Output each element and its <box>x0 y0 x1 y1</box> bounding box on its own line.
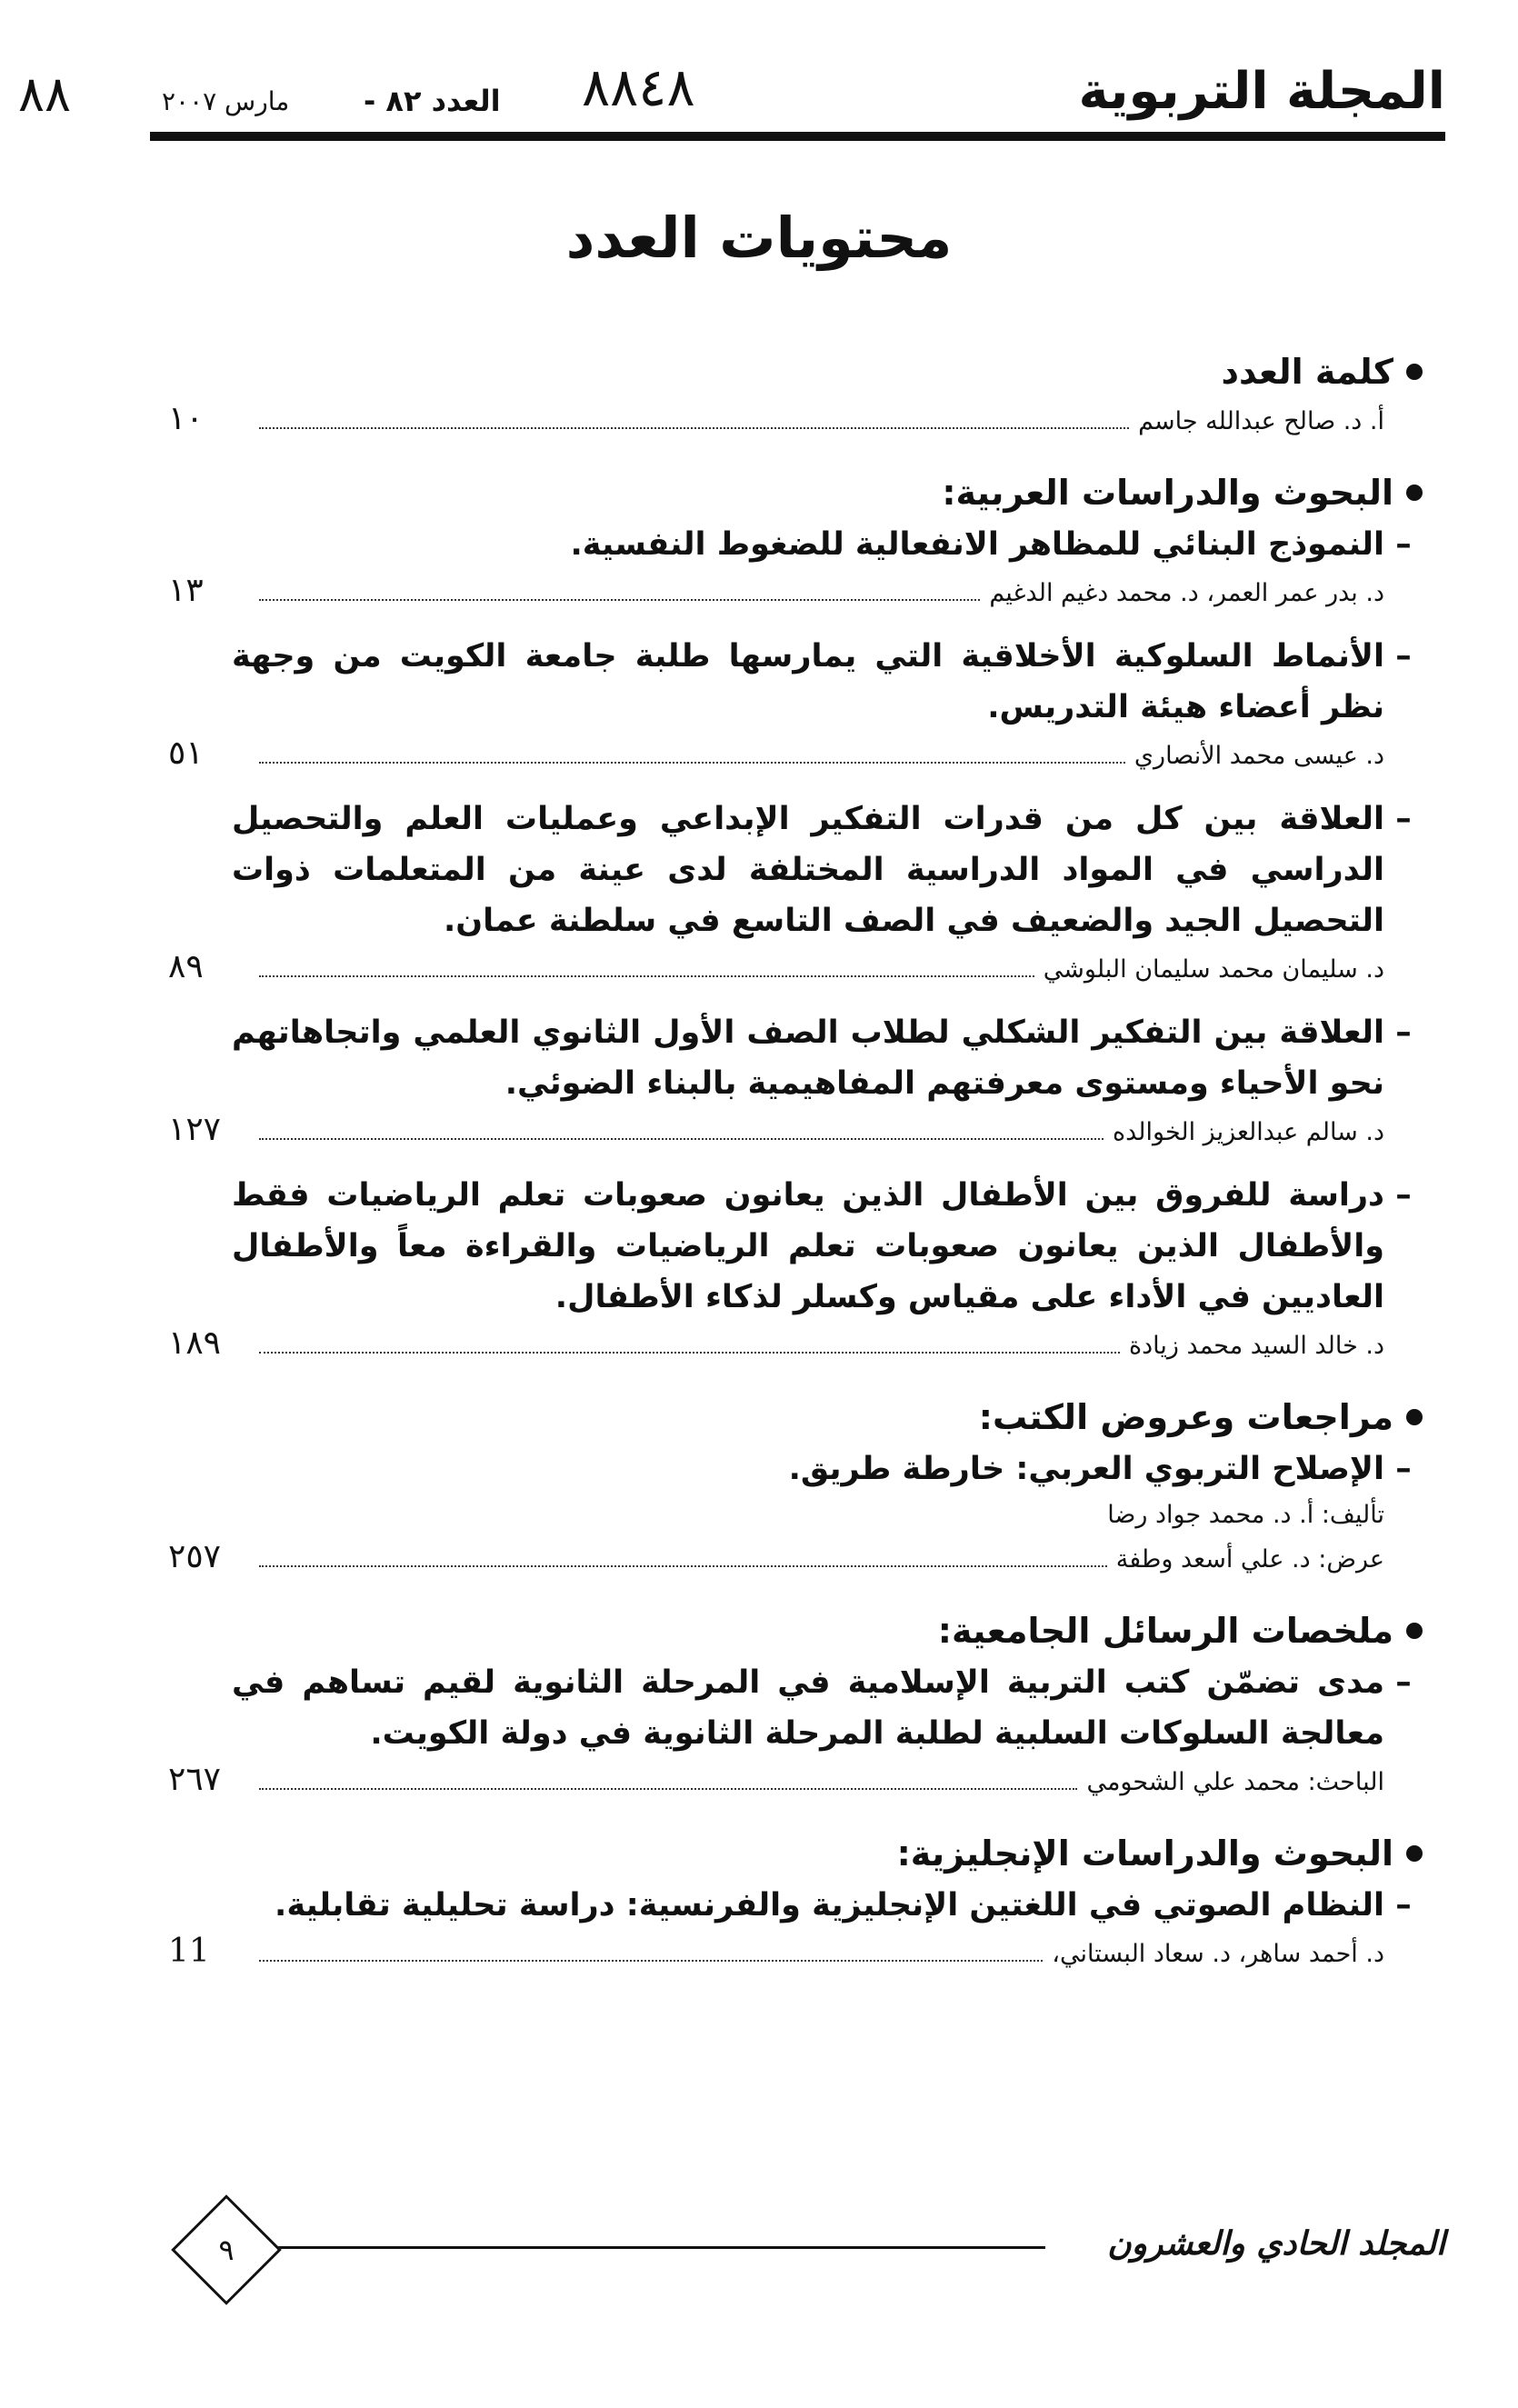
entry-title: العلاقة بين كل من قدرات التفكير الإبداعي وعمليات العلم والتحصيل الدراسي في المواد الدراسية المختلفة لدى عينة من المتعلمات ذوات التحصيل الجيد والضعيف في الصف التاسع في سلطنة عمان. <box>232 801 1384 939</box>
author-name: د. بدر عمر العمر، د. محمد دغيم الدغيم <box>989 579 1384 607</box>
page-title: محتويات العدد <box>565 205 953 271</box>
page-ref: 11 <box>168 1933 210 1970</box>
dot-leader <box>259 1936 1043 1962</box>
handwritten-page-number: ٨٨ <box>18 65 72 123</box>
toc-entry <box>168 1880 1423 1975</box>
dot-leader <box>259 1114 1104 1140</box>
toc-entry <box>168 1657 1423 1804</box>
handwritten-mark: ٨٨٤٨ <box>582 56 695 118</box>
table-of-contents <box>168 345 1423 1999</box>
footer-volume: المجلد الحادي والعشرون <box>1107 2225 1445 2263</box>
section-heading <box>232 1604 1423 1657</box>
dash-icon: – <box>1395 1451 1412 1487</box>
dot-leader <box>259 738 1125 764</box>
section-heading-text: البحوث والدراسات العربية: <box>942 473 1393 513</box>
section-heading <box>232 1827 1423 1880</box>
page-ref: ١٢٧ <box>168 1111 222 1148</box>
toc-entry <box>168 519 1423 614</box>
page-ref: ٢٦٧ <box>168 1761 222 1798</box>
reviewer-name: عرض: د. علي أسعد وطفة <box>1115 1545 1384 1574</box>
book-author: تأليف: أ. د. محمد جواد رضا <box>1107 1501 1384 1529</box>
dot-leader <box>259 404 1129 429</box>
author-name: د. خالد السيد محمد زيادة <box>1128 1332 1384 1360</box>
section-heading <box>232 466 1423 519</box>
bullet-icon <box>1406 485 1423 501</box>
section-heading-text: ملخصات الرسائل الجامعية: <box>937 1611 1393 1651</box>
page-ref: ٨٩ <box>168 948 204 985</box>
dot-leader <box>259 952 1034 977</box>
issue-label: العدد ٨٢ - <box>364 84 501 118</box>
dot-leader <box>259 1542 1107 1567</box>
entry-title: مدى تضمّن كتب التربية الإسلامية في المرحلة الثانوية لقيم تساهم في معالجة السلوكات السلبية لطلبة المرحلة الثانوية في دولة الكويت. <box>232 1664 1384 1752</box>
section-arabic-research <box>168 466 1423 1367</box>
entry-title: العلاقة بين التفكير الشكلي لطلاب الصف الأول الثانوي العلمي واتجاهاتهم نحو الأحياء ومستوى معرفتهم المفاهيمية بالبناء الضوئي. <box>232 1014 1384 1102</box>
section-english-research <box>168 1827 1423 1975</box>
section-issue-word <box>168 345 1423 443</box>
toc-entry <box>168 794 1423 991</box>
dash-icon: – <box>1395 1014 1412 1051</box>
header-rule <box>150 132 1445 141</box>
author-name: د. عيسى محمد الأنصاري <box>1134 742 1384 770</box>
author-name: د. سليمان محمد سليمان البلوشي <box>1043 955 1384 984</box>
page-ref: ٥١ <box>168 734 204 772</box>
bullet-icon <box>1406 364 1423 380</box>
toc-entry <box>168 1170 1423 1367</box>
author-name: د. سالم عبدالعزيز الخوالده <box>1112 1118 1384 1146</box>
section-heading <box>232 1391 1423 1444</box>
dash-icon: – <box>1395 801 1412 837</box>
author-name: د. أحمد ساهر، د. سعاد البستاني، <box>1052 1940 1384 1968</box>
dash-icon: – <box>1395 1887 1412 1923</box>
entry-title: النظام الصوتي في اللغتين الإنجليزية والفرنسية: دراسة تحليلية تقابلية. <box>275 1887 1384 1923</box>
entry-title: الأنماط السلوكية الأخلاقية التي يمارسها طلبة جامعة الكويت من وجهة نظر أعضاء هيئة التدريس. <box>232 638 1384 725</box>
author-line <box>168 398 1423 443</box>
toc-entry <box>168 1444 1423 1581</box>
dash-icon: – <box>1395 1177 1412 1214</box>
page-ref: ٢٥٧ <box>168 1538 222 1575</box>
toc-entry <box>168 631 1423 777</box>
bullet-icon <box>1406 1845 1423 1862</box>
dash-icon: – <box>1395 1664 1412 1701</box>
issue-date: مارس ٢٠٠٧ <box>162 86 290 116</box>
journal-name: المجلة التربوية <box>1078 62 1445 121</box>
section-book-reviews <box>168 1391 1423 1581</box>
footer-rule <box>273 2246 1045 2249</box>
bullet-icon <box>1406 1409 1423 1425</box>
dot-leader <box>259 1328 1120 1354</box>
section-heading <box>232 345 1423 398</box>
section-heading-text: مراجعات وعروض الكتب: <box>978 1397 1393 1437</box>
dash-icon: – <box>1395 526 1412 563</box>
entry-title: الإصلاح التربوي العربي: خارطة طريق. <box>788 1451 1384 1487</box>
section-thesis-summaries <box>168 1604 1423 1804</box>
section-heading-text: كلمة العدد <box>1221 352 1393 392</box>
dot-leader <box>259 1764 1077 1790</box>
author-name: الباحث: محمد علي الشحومي <box>1086 1768 1384 1796</box>
page-ref: ١٨٩ <box>168 1324 222 1362</box>
section-heading-text: البحوث والدراسات الإنجليزية: <box>896 1833 1393 1873</box>
page-number: ٩ <box>218 2233 235 2267</box>
bullet-icon <box>1406 1623 1423 1639</box>
entry-title: النموذج البنائي للمظاهر الانفعالية للضغوط النفسية. <box>570 526 1384 563</box>
dot-leader <box>259 575 980 601</box>
author-name: أ. د. صالح عبدالله جاسم <box>1138 407 1384 435</box>
entry-title: دراسة للفروق بين الأطفال الذين يعانون صعوبات تعلم الرياضيات فقط والأطفال الذين يعانون صعوبات تعلم الرياضيات والقراءة معاً والأطفال العاديين في الأداء على مقياس وكسلر لذكاء الأطفال. <box>232 1177 1384 1315</box>
toc-entry <box>168 1007 1423 1154</box>
page-ref: ١٠ <box>168 400 204 437</box>
page-ref: ١٣ <box>168 572 204 609</box>
dash-icon: – <box>1395 638 1412 674</box>
